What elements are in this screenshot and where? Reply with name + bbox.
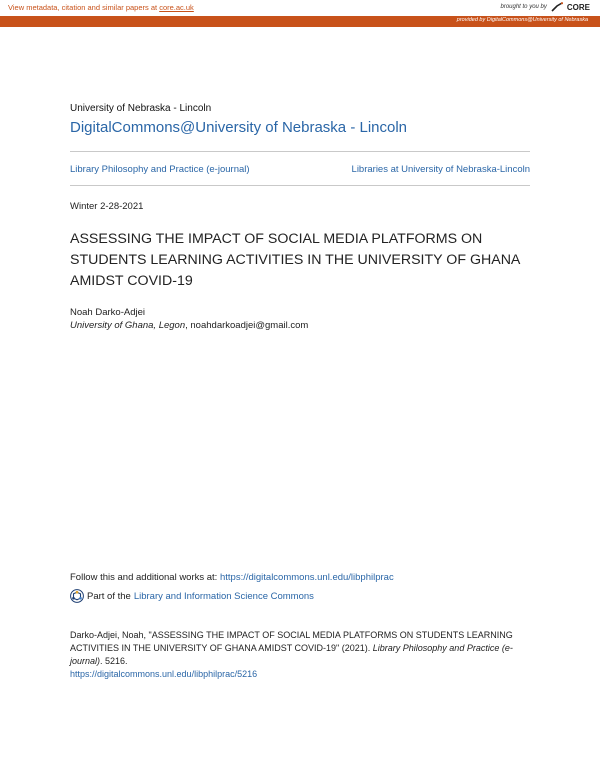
author-name: Noah Darko-Adjei xyxy=(70,307,145,318)
core-metadata-notice xyxy=(8,3,194,12)
core-metadata-link[interactable]: core.ac.uk xyxy=(159,3,194,12)
repository-title-link[interactable]: DigitalCommons@University of Nebraska - Lincoln xyxy=(70,119,408,136)
core-top-bar xyxy=(0,0,600,16)
institution-name: University of Nebraska - Lincoln xyxy=(70,103,212,114)
affiliation-institution: University of Ghana, Legon xyxy=(70,320,186,331)
follow-url-link[interactable]: https://digitalcommons.unl.edu/libphilprac xyxy=(219,572,394,583)
article-title: ASSESSING THE IMPACT OF SOCIAL MEDIA PLATFORMS ON STUDENTS LEARNING ACTIVITIES IN THE UNIVERSITY OF GHANA AMIDST COVID-19 xyxy=(70,231,520,289)
core-banner xyxy=(0,0,600,28)
citation-number: . 5216. xyxy=(100,656,128,666)
follow-text: Follow this and additional works at: xyxy=(70,572,220,583)
author-affiliation xyxy=(70,320,308,331)
citation-block xyxy=(70,629,530,681)
publication-date: Winter 2-28-2021 xyxy=(70,201,144,212)
core-brought-by[interactable] xyxy=(501,2,591,12)
core-provided-text: provided by DigitalCommons@University of Nebraska xyxy=(456,17,588,23)
citation-journal: Library Philosophy and Practice (e-journal) xyxy=(70,643,513,666)
libraries-link[interactable]: Libraries at University of Nebraska-Lincoln xyxy=(351,164,530,175)
citation-url-link[interactable]: https://digitalcommons.unl.edu/libphilprac/5216 xyxy=(70,669,258,679)
affiliation-email: , noahdarkoadjei@gmail.com xyxy=(185,320,309,331)
citation-text: Darko-Adjei, Noah, "ASSESSING THE IMPACT OF SOCIAL MEDIA PLATFORMS ON STUDENTS LEARNING ACTIVITIES IN THE UNIVERSITY OF GHANA AMIDST COVID-19" (2021). xyxy=(70,630,513,653)
part-of-commons xyxy=(70,589,314,603)
follow-works xyxy=(70,572,394,583)
divider-bottom xyxy=(70,185,530,186)
core-brought-text: brought to you by xyxy=(500,4,547,10)
part-of-text: Part of the xyxy=(87,590,131,602)
core-provided-strip xyxy=(0,16,600,27)
core-logo-icon xyxy=(551,2,563,12)
journal-link[interactable]: Library Philosophy and Practice (e-journal) xyxy=(70,164,250,175)
commons-link[interactable]: Library and Information Science Commons xyxy=(133,590,314,602)
network-icon xyxy=(70,589,84,603)
divider-top xyxy=(70,151,530,152)
core-logo-text: CORE xyxy=(566,2,590,12)
core-metadata-text: View metadata, citation and similar papers at xyxy=(8,3,160,12)
